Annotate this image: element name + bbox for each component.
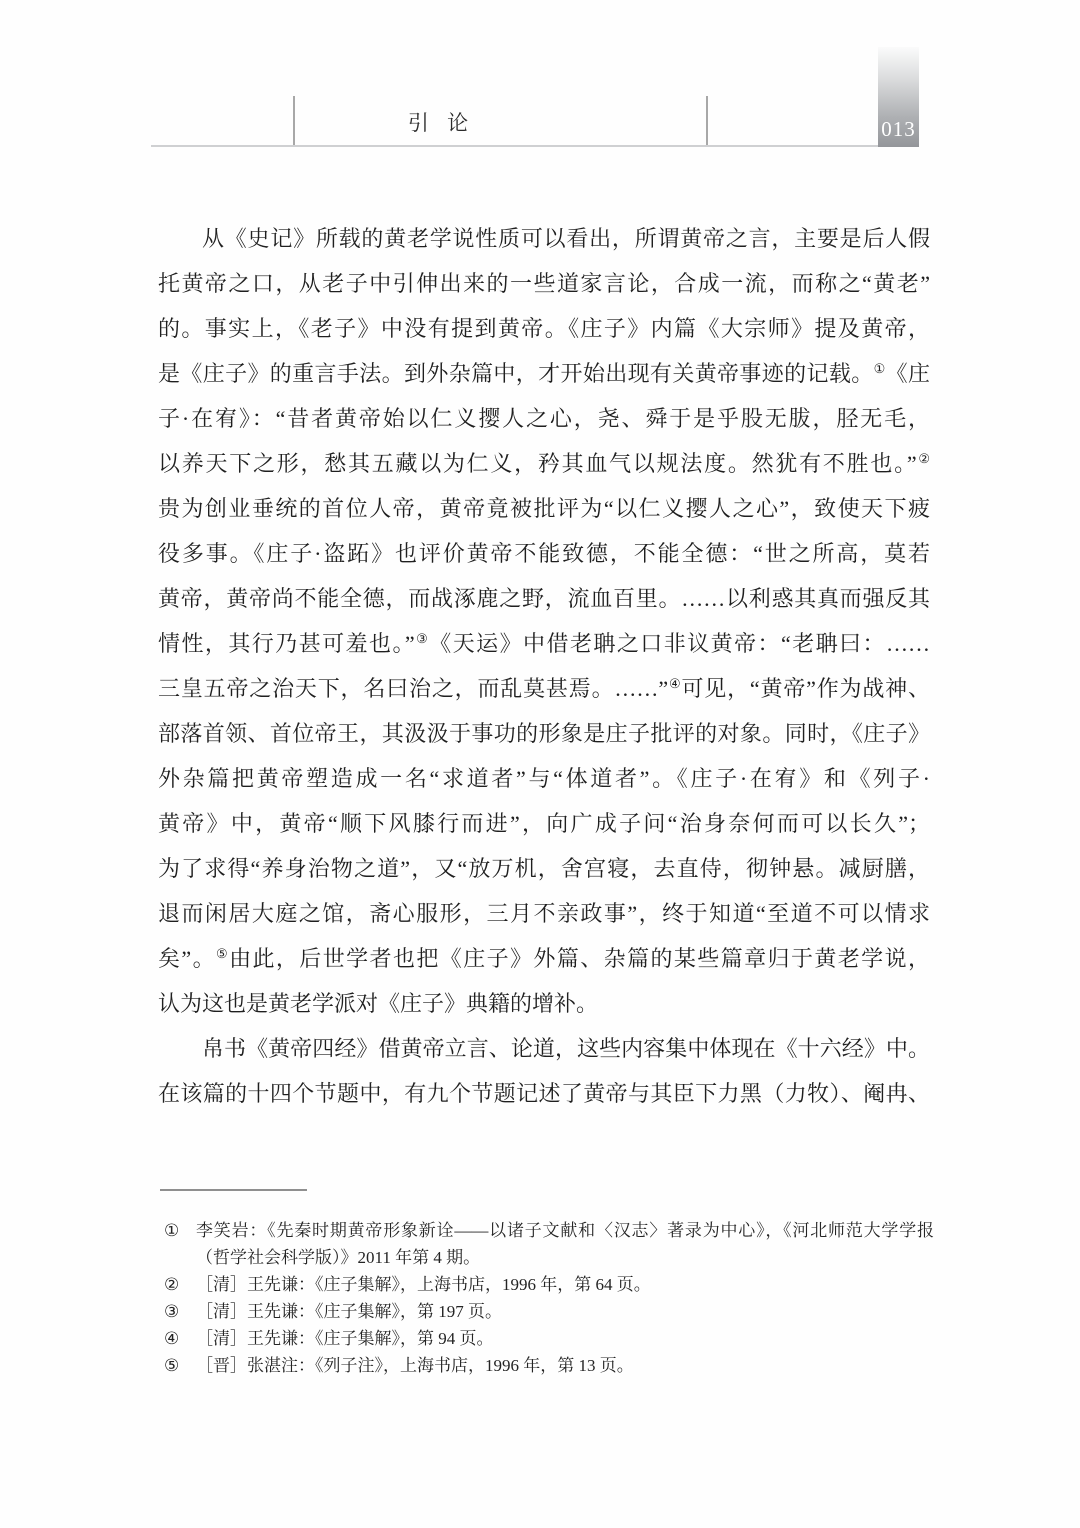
body-line: 三皇五帝之治天下，名曰治之，而乱莫甚焉。……”④可见，“黄帝”作为战神、 [158,676,930,701]
body-line: 在该篇的十四个节题中，有九个节题记述了黄帝与其臣下力黑（力牧）、阉冉、 [158,1081,930,1106]
page-title: 引 论 [407,111,471,135]
footnote-item [164,1217,934,1271]
body-line: 黄帝》中，黄帝“顺下风膝行而进”，向广成子问“治身奈何而可以长久”； [158,811,930,836]
body-line: 是《庄子》的重言手法。到外杂篇中，才开始出现有关黄帝事迹的记载。①《庄 [158,361,930,386]
body-line: 以养天下之形，愁其五藏以为仁义，矜其血气以规法度。然犹有不胜也。”② [158,451,930,476]
body-text [158,216,930,1116]
footnote-text: ［晋］张湛注：《列子注》，上海书店，1996 年，第 13 页。 [196,1356,634,1375]
body-line: 子·在宥》：“昔者黄帝始以仁义撄人之心，尧、舜于是乎股无胈，胫无毛， [158,406,930,431]
footnote-marker: ① [164,1221,180,1240]
page-number: 013 [881,117,916,141]
header-tick-left [293,96,295,146]
header-tick-right [706,96,708,146]
footnote-marker: ③ [164,1302,180,1321]
body-line: 认为这也是黄老学派对《庄子》典籍的增补。 [158,991,599,1016]
body-line: 托黄帝之口，从老子中引伸出来的一些道家言论，合成一流，而称之“黄老” [158,271,930,296]
footnote-marker: ⑤ [164,1356,180,1375]
body-line: 贵为创业垂统的首位人帝，黄帝竟被批评为“以仁义撄人之心”，致使天下疲 [158,496,930,521]
body-line: 的。事实上，《老子》中没有提到黄帝。《庄子》内篇《大宗师》提及黄帝， [158,316,930,341]
body-line: 部落首领、首位帝王，其汲汲于事功的形象是庄子批评的对象。同时，《庄子》 [158,721,930,746]
footnote-item [164,1325,934,1352]
footnotes [164,1217,934,1379]
body-line: 情性，其行乃甚可羞也。”③《天运》中借老聃之口非议黄帝：“老聃曰：…… [158,631,930,656]
footnote-marker: ② [164,1275,180,1294]
page-number-badge [878,47,919,147]
body-line: 从《史记》所载的黄老学说性质可以看出，所谓黄帝之言，主要是后人假 [202,226,930,251]
footnote-text: ［清］王先谦：《庄子集解》，第 197 页。 [196,1302,502,1321]
body-line: 帛书《黄帝四经》借黄帝立言、论道，这些内容集中体现在《十六经》中。 [202,1036,930,1061]
footnote-text: 李笑岩：《先秦时期黄帝形象新诠——以诸子文献和〈汉志〉著录为中心》，《河北师范大学学报（哲学社会科学版）》2011 年第 4 期。 [196,1221,934,1267]
header-rule [151,145,878,147]
footnote-item [164,1271,934,1298]
body-line: 为了求得“养身治物之道”，又“放万机，舍宫寝，去直侍，彻钟悬。减厨膳， [158,856,930,881]
footnote-text: ［清］王先谦：《庄子集解》，第 94 页。 [196,1329,494,1348]
body-line: 役多事。《庄子·盗跖》也评价黄帝不能致德，不能全德：“世之所高，莫若 [158,541,930,566]
footnote-marker: ④ [164,1329,180,1348]
footnote-divider [160,1189,307,1191]
footnote-text: ［清］王先谦：《庄子集解》，上海书店，1996 年，第 64 页。 [196,1275,651,1294]
footnote-item [164,1352,934,1379]
body-line: 外杂篇把黄帝塑造成一名“求道者”与“体道者”。《庄子·在宥》和《列子· [158,766,930,791]
body-line: 退而闲居大庭之馆，斋心服形，三月不亲政事”，终于知道“至道不可以情求 [158,901,930,926]
body-line: 黄帝，黄帝尚不能全德，而战涿鹿之野，流血百里。……以利惑其真而强反其 [158,586,930,611]
footnote-item [164,1298,934,1325]
body-line: 矣”。⑤由此，后世学者也把《庄子》外篇、杂篇的某些篇章归于黄老学说， [158,946,930,971]
